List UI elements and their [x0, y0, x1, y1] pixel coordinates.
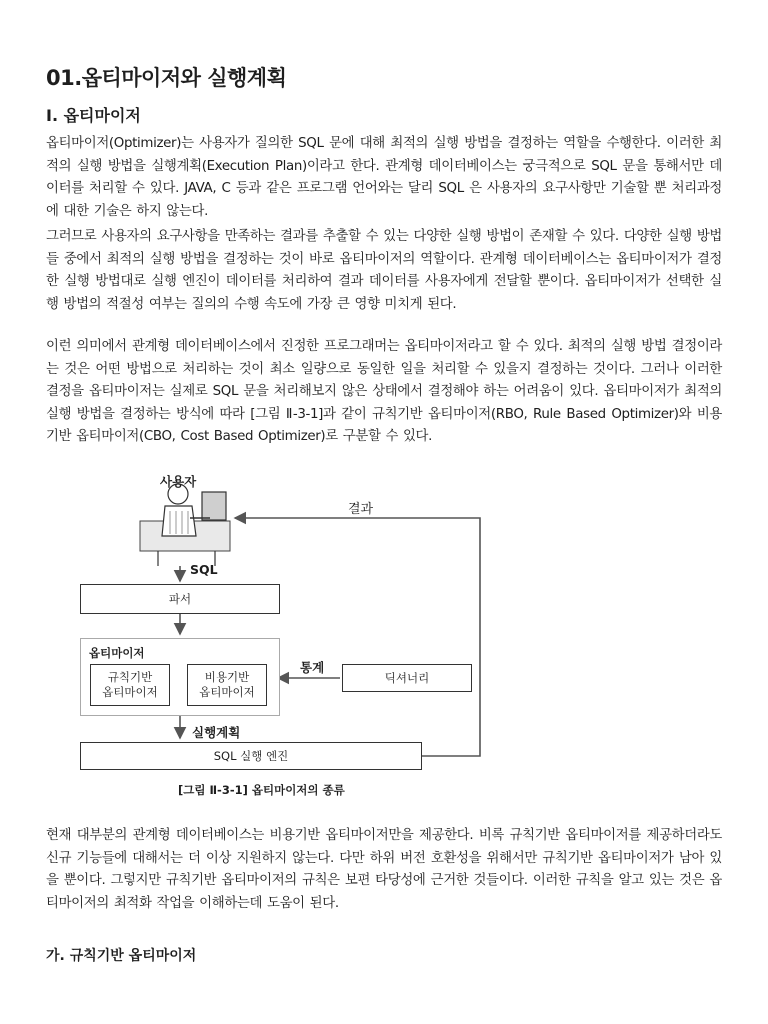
rule-based-optimizer-box: 규칙기반 옵티마이저 [90, 664, 170, 706]
parser-box: 파서 [80, 584, 280, 614]
sql-execution-engine-box: SQL 실행 엔진 [80, 742, 422, 770]
optimizer-label: 옵티마이저 [89, 646, 145, 660]
user-label: 사용자 [160, 474, 197, 489]
paragraph-3: 이런 의미에서 관계형 데이터베이스에서 진정한 프로그래머는 옵티마이저라고 할 수 있다. 최적의 실행 방법 결정이라는 것은 어떤 방법으로 처리하는 것이 최소 일량으로 동일한 일을 처리할 수 있을지 결정하는 것이다. 그러나 이러한 결정을 옵티마이저는 실제로 SQL 문을 처리해보지 않은 상태에서 결정해야 하는 어려움이 있다. 옵티마이저가 최적의 실행 방법을 결정하는 방식에 따라 [그림 Ⅱ-3-1]과 같이 규칙기반 옵티마이저(RBO, Rule Based Optimizer)와 비용기반 옵티마이저(CBO, Cost Based Optimizer)로 구분할 수 있다. [46, 339, 722, 445]
user-at-computer-icon [140, 484, 230, 566]
paragraph-4: 현재 대부분의 관계형 데이터베이스는 비용기반 옵티마이저만을 제공한다. 비록 규칙기반 옵티마이저를 제공하더라도 신규 기능들에 대해서는 더 이상 지원하지 않는다. 다만 하위 버전 호환성을 위해서만 규칙기반 옵티마이저가 남아 있을 뿐이다. 그렇지만 규칙기반 옵티마이저의 규칙은 보편 타당성에 근거한 것들이다. 이러한 규칙을 알고 있는 것은 옵티마이저의 최적화 작업을 이해하는데 도움이 된다. [46, 828, 722, 911]
result-label: 결과 [348, 502, 374, 517]
paragraph-2: 그러므로 사용자의 요구사항을 만족하는 결과를 추출할 수 있는 다양한 실행 방법이 존재할 수 있다. 다양한 실행 방법들 중에서 최적의 실행 방법을 결정하는 것이 바로 옵티마이저의 역할이다. 관계형 데이터베이스는 옵티마이저가 결정한 실행 방법대로 실행 엔진이 데이터를 처리하여 결과 데이터를 사용자에게 전달할 뿐이다. 옵티마이저가 선택한 실행 방법의 적절성 여부는 질의의 수행 속도에 가장 큰 영향 미치게 된다. [46, 229, 722, 312]
execution-plan-label: 실행계획 [192, 725, 241, 740]
paragraph-1: 옵티마이저(Optimizer)는 사용자가 질의한 SQL 문에 대해 최적의 실행 방법을 결정하는 역할을 수행한다. 이러한 최적의 실행 방법을 실행계획(Execution Plan)이라고 한다. 관계형 데이터베이스는 궁극적으로 SQL 문을 통해서만 데이터를 처리할 수 있다. JAVA, C 등과 같은 프로그램 언어와는 달리 SQL 은 사용자의 요구사항만 기술할 뿐 처리과정에 대한 기술은 하지 않는다. [46, 136, 722, 219]
figure-caption: [그림 Ⅱ-3-1] 옵티마이저의 종류 [178, 783, 345, 797]
page-title: 01.옵티마이저와 실행계획 [46, 66, 287, 90]
statistics-label: 통계 [300, 660, 325, 675]
cost-based-optimizer-box: 비용기반 옵티마이저 [187, 664, 267, 706]
subsection-heading: 가. 규칙기반 옵티마이저 [46, 948, 197, 964]
sql-label: SQL [190, 562, 218, 577]
section-heading: I. 옵티마이저 [46, 106, 141, 125]
dictionary-box: 딕셔너리 [342, 664, 472, 692]
optimizer-types-figure [60, 466, 500, 806]
